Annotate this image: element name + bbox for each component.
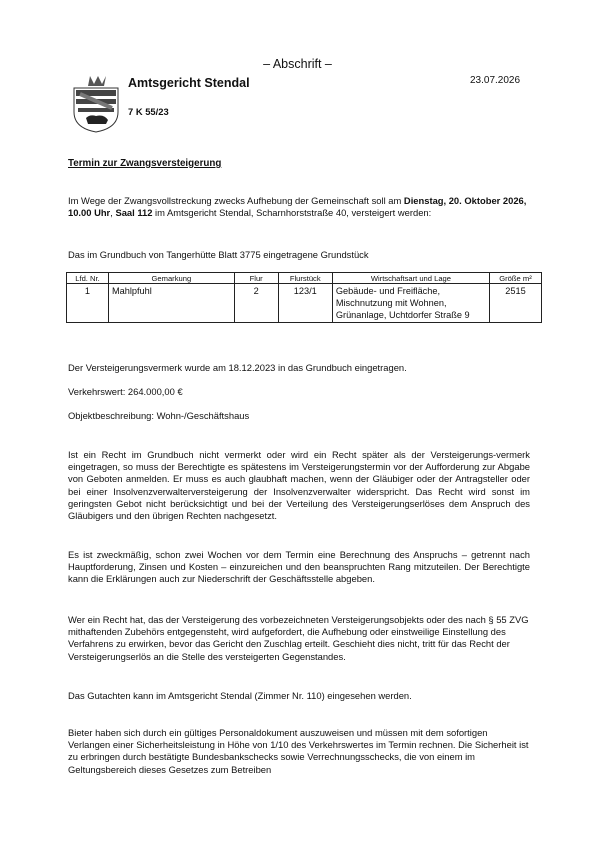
column-header: Flur — [234, 273, 278, 284]
cell-flur: 2 — [234, 284, 278, 323]
intro-paragraph — [68, 195, 530, 219]
cell-wirtschaftsart: Gebäude- und Freifläche, Mischnutzung mit Wohnen, Grünanlage, Uchtdorfer Straße 9 — [332, 284, 489, 323]
court-name: Amtsgericht Stendal — [128, 76, 250, 90]
bidder-paragraph: Bieter haben sich durch ein gültiges Personaldokument auszuweisen und müssen mit dem sofortigen Verlangen einer Sicherheitsleistung in Höhe von 1/10 des Verkehrswertes im Termin rechnen. Die Sicherheit ist zu erbringen durch bestätigte Bundesbankschecks sowie Verrechnungsschecks, die von einem im Geltungsbereich dieses Gesetzes zum Betreiben — [68, 727, 529, 775]
cell-lfd-nr: 1 — [67, 284, 109, 323]
rights-paragraph: Ist ein Recht im Grundbuch nicht vermerkt oder wird ein Recht später als der Versteigerungs-vermerk eingetragen, so muss der Berechtigte es spätestens im Versteigerungstermin vor der Aufforderung zur Abgabe von Geboten anmelden. Er muss es auch glaubhaft machen, wenn der Gläubiger oder der Antragsteller oder bei einer Insolvenzverwalterversteigerung der Insolvenzverwalter widerspricht. Das Recht wird sonst im geringsten Gebot nicht berücksichtigt und bei der Verteilung des Versteigerungserlöses dem Anspruch des Gläubigers und den übrigen Rechten nachgesetzt. — [68, 449, 530, 522]
coat-of-arms-icon — [70, 74, 122, 134]
column-header: Größe m² — [489, 273, 541, 284]
appraisal-paragraph: Das Gutachten kann im Amtsgericht Stendal (Zimmer Nr. 110) eingesehen werden. — [68, 690, 412, 701]
table-header-row — [67, 273, 542, 284]
column-header: Flurstück — [278, 273, 332, 284]
registration-note: Der Versteigerungsvermerk wurde am 18.12.2023 in das Grundbuch eingetragen. — [68, 362, 407, 373]
copy-marker: – Abschrift – — [263, 57, 332, 71]
property-description: Objektbeschreibung: Wohn-/Geschäftshaus — [68, 410, 250, 421]
case-number: 7 K 55/23 — [128, 106, 169, 117]
land-register-line: Das im Grundbuch von Tangerhütte Blatt 3775 eingetragene Grundstück — [68, 249, 369, 260]
opposing-rights-paragraph: Wer ein Recht hat, das der Versteigerung des vorbezeichneten Versteigerungsobjekts oder des nach § 55 ZVG mithaftenden Zubehörs entgegensteht, wird aufgefordert, die Aufhebung oder einstweilige Einstellung des Verfahrens zu erwirken, bevor das Gericht den Zuschlag erteilt. Geschieht dies nicht, tritt für das Recht der Versteigerungserlös an die Stelle des versteigerten Gegenstandes. — [68, 614, 529, 662]
table-row — [67, 284, 542, 323]
page-title: Termin zur Zwangsversteigerung — [68, 158, 222, 169]
document-date: 23.07.2026 — [470, 75, 521, 86]
intro-text-start: Im Wege der Zwangsvollstreckung zwecks Aufhebung der Gemeinschaft soll am — [68, 195, 404, 206]
intro-text-end: im Amtsgericht Stendal, Scharnhorststraße 40, versteigert werden: — [152, 207, 432, 219]
cell-gemarkung: Mahlpfuhl — [108, 284, 234, 323]
auction-room: Saal 112 — [115, 207, 153, 219]
claim-calculation-paragraph: Es ist zweckmäßig, schon zwei Wochen vor dem Termin eine Berechnung des Anspruchs – getrennt nach Hauptforderung, Zinsen und Kosten – einzureichen und den beanspruchten Rang mitzuteilen. Der Berechtigte kann die Erklärungen auch zur Niederschrift der Geschäftsstelle abgeben. — [68, 549, 530, 585]
cell-groesse: 2515 — [489, 284, 541, 323]
column-header: Lfd. Nr. — [67, 273, 109, 284]
market-value: Verkehrswert: 264.000,00 € — [68, 386, 183, 397]
intro-text-sep: , — [110, 207, 116, 219]
cell-flurstueck: 123/1 — [278, 284, 332, 323]
column-header: Gemarkung — [108, 273, 234, 284]
auction-date: Dienstag, 20. Oktober 2026, 10.00 Uhr — [68, 195, 527, 219]
property-table — [66, 272, 542, 323]
column-header: Wirtschaftsart und Lage — [332, 273, 489, 284]
